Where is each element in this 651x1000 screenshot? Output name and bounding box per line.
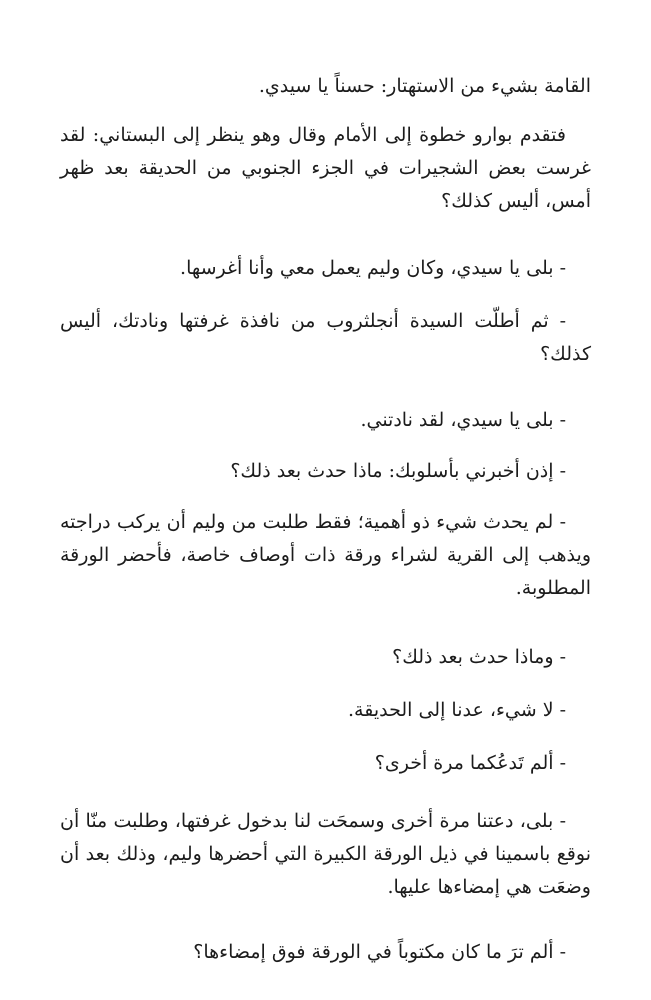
paragraph-6: - إذن أخبرني بأسلوبك: ماذا حدث بعد ذلك؟ xyxy=(230,460,566,482)
paragraph-2: فتقدم بوارو خطوة إلى الأمام وقال وهو ينظر إلى البستاني: لقد غرست بعض الشجيرات في الجزء الجنوبي من الحديقة بعد ظهر أمس، أليس كذلك؟ xyxy=(60,124,591,212)
paragraph-12: - ألم ترَ ما كان مكتوباً في الورقة فوق إمضاءها؟ xyxy=(193,941,566,963)
paragraph-5: - بلى يا سيدي، لقد نادتني. xyxy=(360,409,566,431)
paragraph-4: - ثم أطلّت السيدة أنجلثروب من نافذة غرفتها ونادتك، أليس كذلك؟ xyxy=(60,310,591,365)
paragraph-10: - ألم تَدعُكما مرة أخرى؟ xyxy=(374,752,566,774)
paragraph-1: القامة بشيء من الاستهتار: حسناً يا سيدي. xyxy=(258,75,591,97)
paragraph-7: - لم يحدث شيء ذو أهمية؛ فقط طلبت من وليم أن يركب دراجته ويذهب إلى القرية لشراء ورقة ذات أوصاف خاصة، فأحضر الورقة المطلوبة. xyxy=(60,511,591,599)
paragraph-11: - بلى، دعتنا مرة أخرى وسمحَت لنا بدخول غرفتها، وطلبت منّا أن نوقع باسمينا في ذيل الورقة الكبيرة التي أحضرها وليم، وذلك بعد أن وضعَت هي إمضاءها عليها. xyxy=(60,810,591,898)
paragraph-9: - لا شيء، عدنا إلى الحديقة. xyxy=(348,699,566,721)
paragraph-8: - وماذا حدث بعد ذلك؟ xyxy=(392,646,566,668)
paragraph-3: - بلى يا سيدي، وكان وليم يعمل معي وأنا أغرسها. xyxy=(180,257,566,279)
